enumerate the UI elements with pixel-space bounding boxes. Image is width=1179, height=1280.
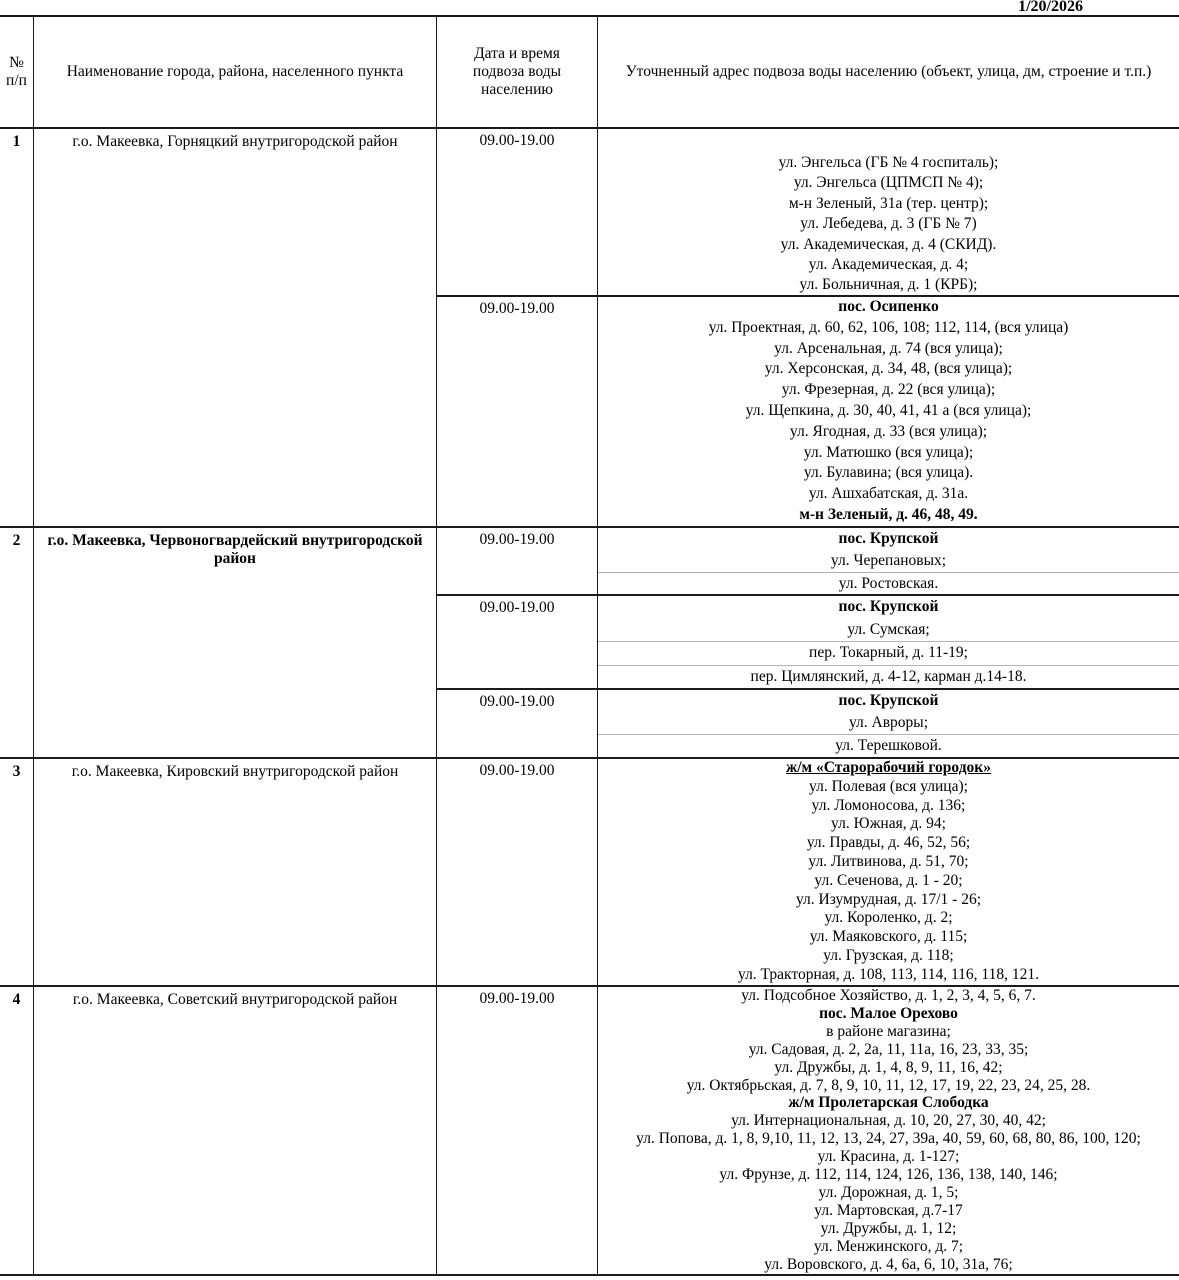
address-line: ул. Ломоносова, д. 136; [811, 796, 966, 814]
table-row [0, 757, 1179, 985]
address-line: ул. Ягодная, д. 33 (вся улица); [789, 422, 988, 440]
delivery-time-cell: 09.00-19.00 [437, 987, 598, 1274]
location-cell: г.о. Макеевка, Червоногвардейский внутригородской район [34, 528, 437, 757]
delivery-time-cell: 09.00-19.00 [437, 528, 598, 594]
schedule-table [0, 15, 1179, 1276]
address-line: пос. Крупской [838, 692, 939, 709]
address-line: ж/м «Старорабочий городок» [786, 759, 991, 776]
table-row [0, 127, 1179, 526]
address-list-cell [598, 987, 1179, 1274]
address-line: пер. Цимлянский, д. 4-12, карман д.14-18. [750, 667, 1027, 685]
address-line: ул. Менжинского, д. 7; [813, 1237, 964, 1255]
address-line: пер. Токарный, д. 11-19; [598, 642, 1179, 666]
address-list-cell [598, 129, 1179, 295]
time-address-blocks [437, 129, 1179, 526]
address-line: пос. Крупской [838, 598, 939, 615]
delivery-time-cell: 09.00-19.00 [437, 129, 598, 295]
address-line: ж/м Пролетарская Слободка [788, 1094, 989, 1112]
address-list-cell [598, 759, 1179, 985]
location-cell: г.о. Макеевка, Горняцкий внутригородской район [34, 129, 437, 526]
address-line: ул. Короленко, д. 2; [824, 909, 953, 927]
table-row [0, 526, 1179, 757]
row-number: 3 [0, 759, 34, 985]
address-line: ул. Интернациональная, д. 10, 20, 27, 30, 40, 42; [731, 1112, 1046, 1130]
address-list-cell [598, 528, 1179, 594]
address-line: ул. Красина, д. 1-127; [817, 1148, 960, 1166]
address-line: ул. Грузская, д. 118; [823, 946, 954, 964]
schedule-block [437, 688, 1179, 757]
address-line: ул. Дорожная, д. 1, 5; [818, 1183, 959, 1201]
address-line: ул. Терешковой. [835, 737, 942, 754]
address-line: ул. Сумская; [598, 619, 1179, 643]
address-line: ул. Полевая (вся улица); [809, 777, 968, 795]
address-line: ул. Подсобное Хозяйство, д. 1, 2, 3, 4, 5, 6, 7. [741, 987, 1036, 1004]
address-line: ул. Дружбы, д. 1, 12; [820, 1219, 957, 1237]
address-line: ул. Матюшко (вся улица); [803, 443, 974, 461]
schedule-block [437, 987, 1179, 1274]
schedule-block [437, 759, 1179, 985]
schedule-block [437, 295, 1179, 526]
address-line: ул. Маяковского, д. 115; [809, 928, 968, 946]
address-list-cell [598, 690, 1179, 757]
address-line: ул. Черепановых; [598, 550, 1179, 573]
address-line: ул. Херсонская, д. 34, 48, (вся улица); [764, 360, 1013, 378]
address-line: ул. Сеченова, д. 1 - 20; [814, 871, 963, 889]
address-line: ул. Южная, д. 94; [831, 815, 946, 833]
address-line: м-н Зеленый, д. 46, 48, 49. [799, 505, 978, 523]
location-cell: г.о. Макеевка, Кировский внутригородской район [34, 759, 437, 985]
table-header-row [0, 17, 1179, 127]
address-line: ул. Академическая, д. 4 (СКИД). [780, 235, 997, 253]
table-body [0, 127, 1179, 1274]
delivery-time-cell: 09.00-19.00 [437, 596, 598, 688]
header-col-number: № п/п [0, 17, 34, 127]
address-line: ул. Правды, д. 46, 52, 56; [806, 834, 971, 852]
schedule-block [437, 129, 1179, 295]
address-line: ул. Щепкина, д. 30, 40, 41, 41 а (вся улица); [745, 401, 1032, 419]
address-line: ул. Попова, д. 1, 8, 9,10, 11, 12, 13, 24, 27, 39а, 40, 59, 60, 68, 80, 86, 100, 120; [636, 1130, 1141, 1148]
address-line: ул. Энгельса (ЦПМСП № 4); [793, 174, 984, 192]
row-number: 4 [0, 987, 34, 1274]
address-line: ул. Изумрудная, д. 17/1 - 26; [795, 890, 982, 908]
header-col-location: Наименование города, района, населенного пункта [34, 17, 437, 127]
address-line: ул. Воровского, д. 4, 6а, 6, 10, 31а, 76; [764, 1255, 1013, 1273]
address-line: пос. Малое Орехово [819, 1004, 958, 1022]
address-line: ул. Октябрьская, д. 7, 8, 9, 10, 11, 12, 17, 19, 22, 23, 24, 25, 28. [686, 1076, 1091, 1094]
address-list-cell [598, 596, 1179, 688]
address-line: ул. Лебедева, д. 3 (ГБ № 7) [800, 215, 977, 233]
address-line: ул. Ашхабатская, д. 31а. [808, 485, 969, 503]
address-line: в районе магазина; [826, 1022, 951, 1040]
address-line: ул. Академическая, д. 4; [808, 256, 969, 274]
address-line: ул. Булавина; (вся улица). [803, 464, 974, 482]
table-row [0, 985, 1179, 1274]
address-line: пос. Крупской [838, 530, 939, 547]
address-line: ул. Энгельса (ГБ № 4 госпиталь); [778, 154, 999, 171]
time-address-blocks [437, 987, 1179, 1274]
delivery-time-cell: 09.00-19.00 [437, 759, 598, 985]
address-line: ул. Фрезерная, д. 22 (вся улица); [781, 381, 996, 399]
address-line: пос. Осипенко [838, 298, 939, 315]
address-line: ул. Арсенальная, д. 74 (вся улица); [774, 339, 1003, 357]
schedule-block [437, 528, 1179, 594]
address-line: ул. Ростовская. [838, 575, 939, 592]
address-line: ул. Авроры; [598, 712, 1179, 735]
address-line: ул. Проектная, д. 60, 62, 106, 108; 112, 114, (вся улица) [708, 318, 1069, 336]
header-col-address: Уточненный адрес подвоза воды населению (объект, улица, дм, строение и т.п.) [625, 63, 1152, 80]
header-col-time: Дата и время подвоза воды населению [437, 17, 598, 127]
address-line: ул. Фрунзе, д. 112, 114, 124, 126, 136, 138, 140, 146; [719, 1166, 1058, 1184]
time-address-blocks [437, 528, 1179, 757]
delivery-time-cell: 09.00-19.00 [437, 297, 598, 526]
row-number: 1 [0, 129, 34, 526]
address-line: ул. Тракторная, д. 108, 113, 114, 116, 118, 121. [738, 965, 1039, 983]
report-date: 1/20/2026 [1018, 0, 1083, 15]
time-address-blocks [437, 759, 1179, 985]
address-line: ул. Мартовская, д.7-17 [814, 1201, 963, 1219]
address-line: м-н Зеленый, 31а (тер. центр); [788, 194, 989, 212]
location-cell: г.о. Макеевка, Советский внутригородской район [34, 987, 437, 1274]
address-line: ул. Литвинова, д. 51, 70; [808, 852, 969, 870]
delivery-time-cell: 09.00-19.00 [437, 690, 598, 757]
row-number: 2 [0, 528, 34, 757]
address-line: ул. Садовая, д. 2, 2а, 11, 11а, 16, 23, 33, 35; [748, 1040, 1029, 1058]
address-line: ул. Дружбы, д. 1, 4, 8, 9, 11, 16, 42; [774, 1058, 1003, 1076]
address-list-cell [598, 297, 1179, 526]
address-line: ул. Больничная, д. 1 (КРБ); [799, 276, 978, 294]
schedule-block [437, 594, 1179, 688]
